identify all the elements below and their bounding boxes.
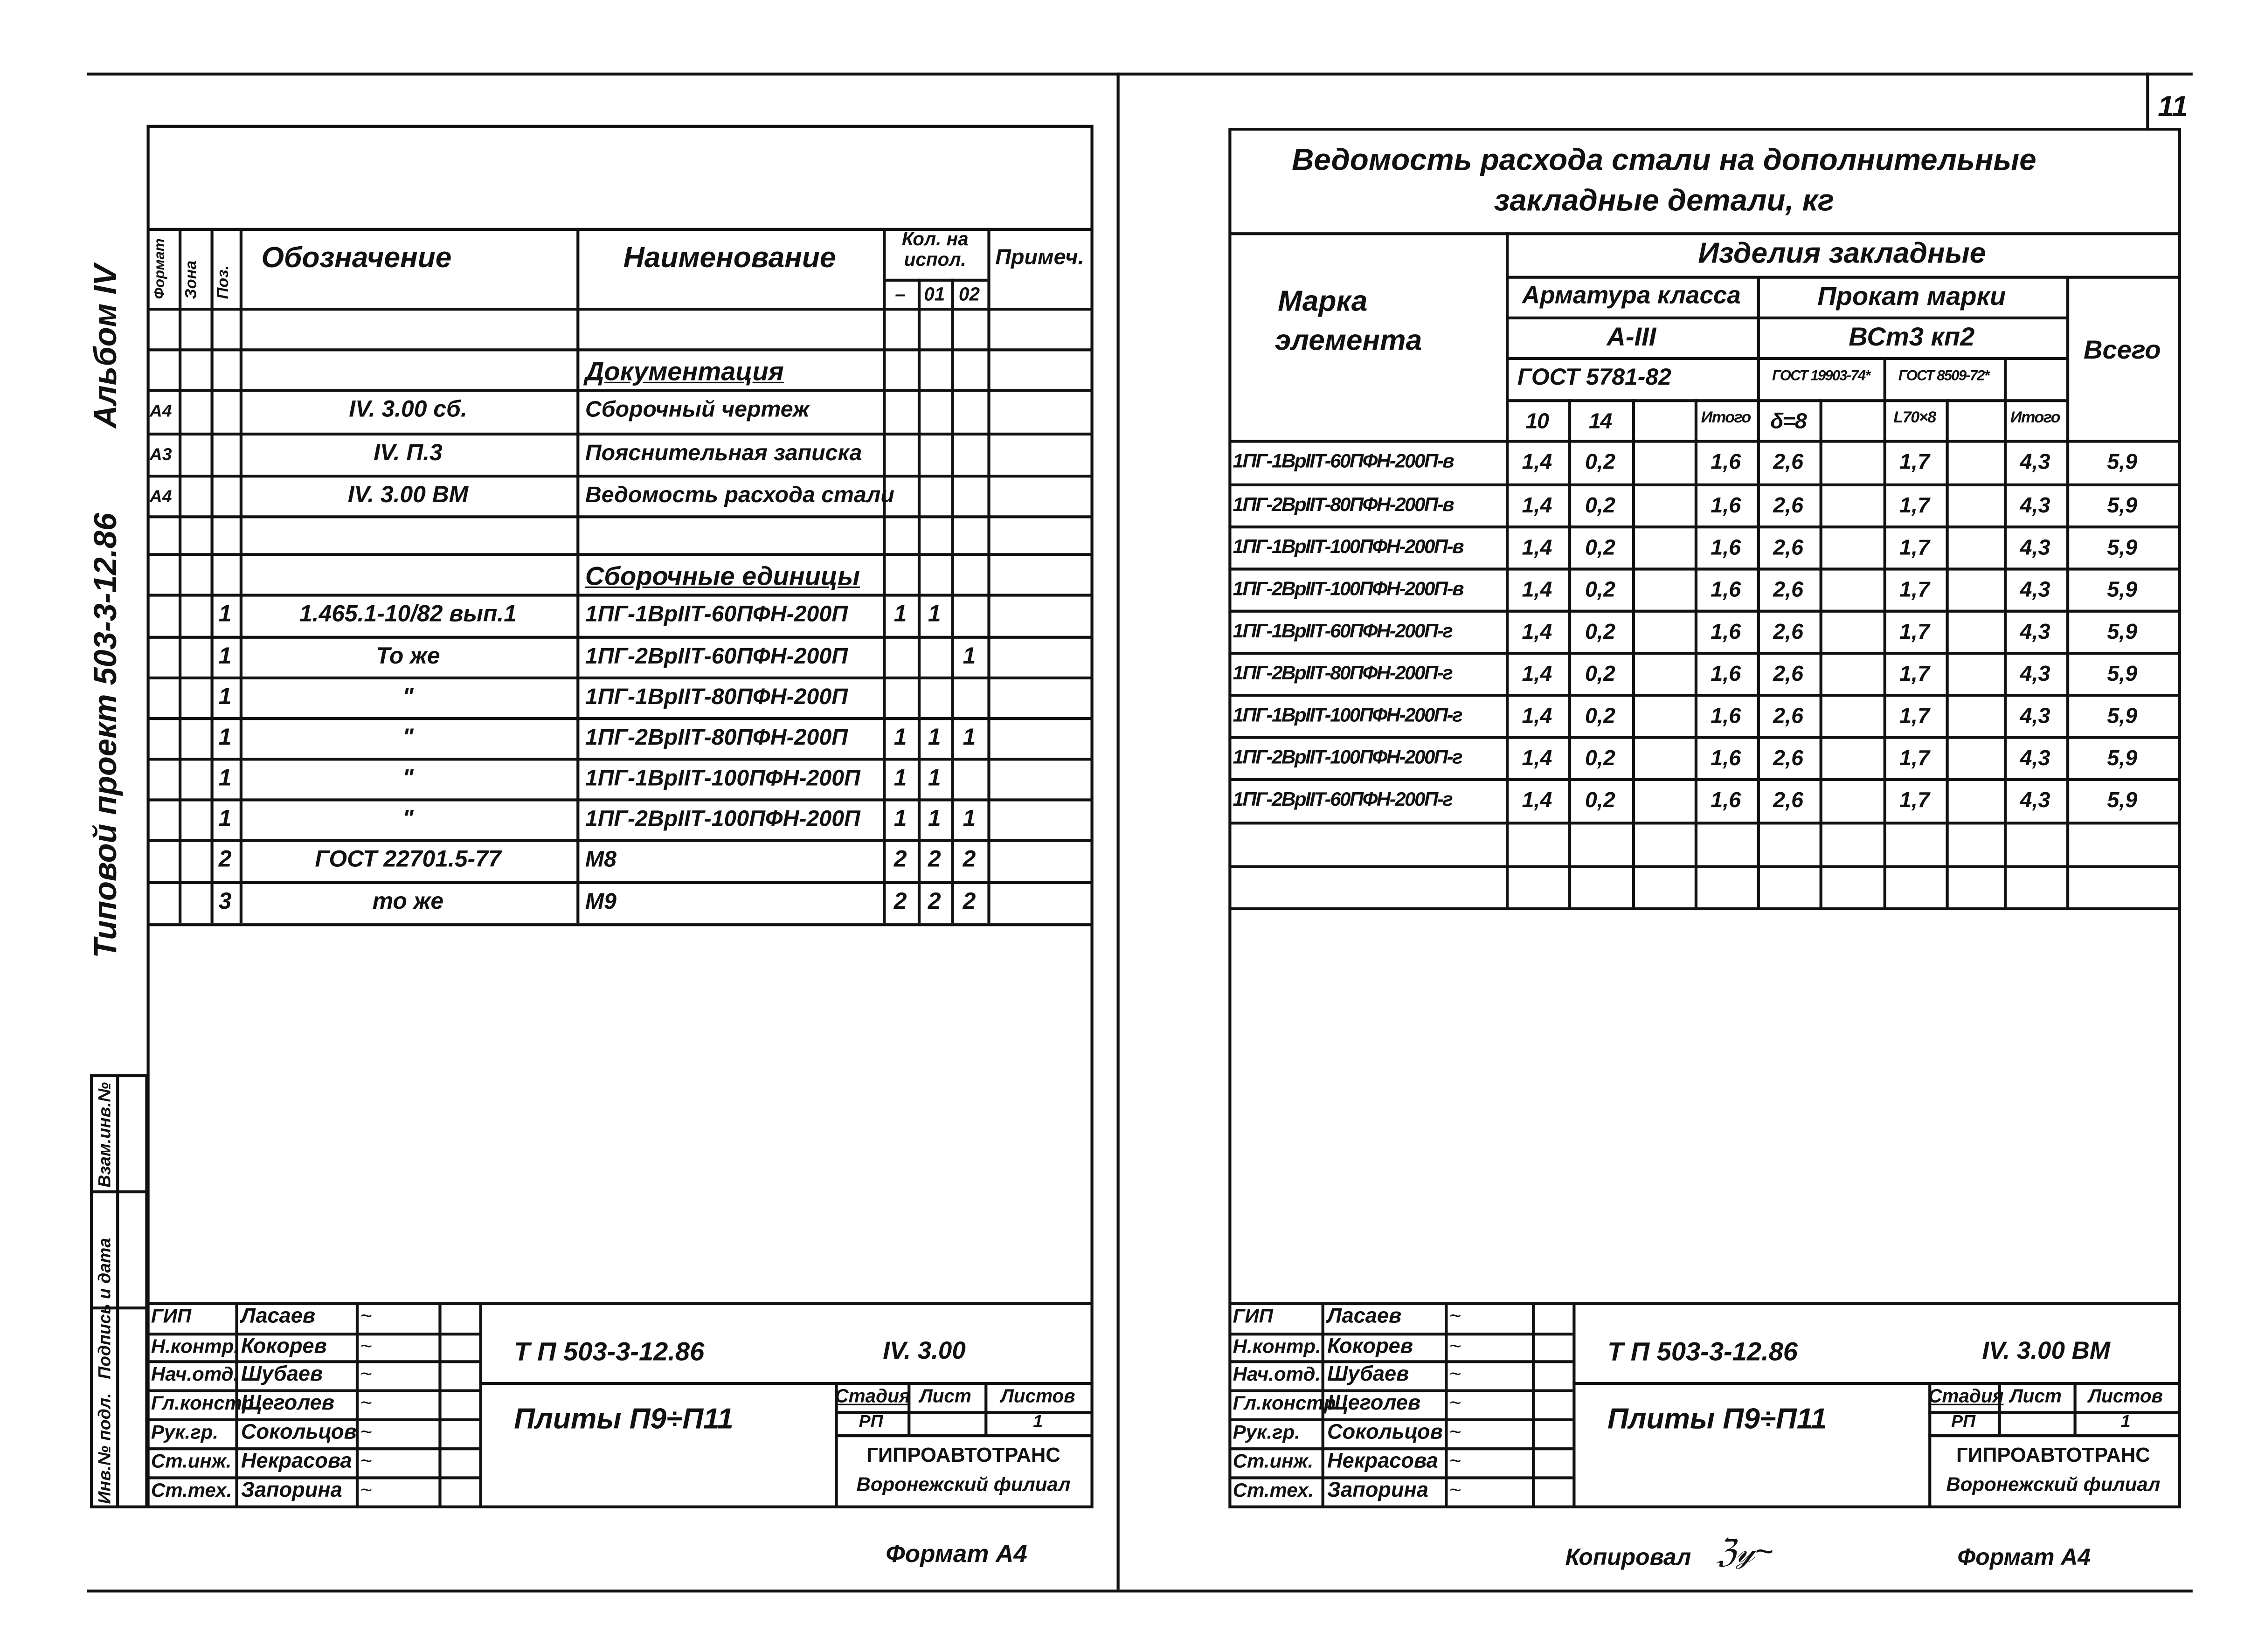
row-value: 0,2 — [1585, 450, 1615, 475]
row-value: 1,6 — [1711, 746, 1741, 771]
row-value: 4,3 — [2020, 662, 2050, 687]
row-rule — [1230, 652, 2181, 655]
row-value: 4,3 — [2020, 704, 2050, 729]
row-rule — [1230, 778, 2181, 781]
tb-sheets: 1 — [1033, 1411, 1043, 1431]
row-rule — [148, 758, 1092, 760]
row-pos: 3 — [218, 890, 232, 915]
row-total: 5,9 — [2107, 493, 2138, 518]
row-designation: ГОСТ 22701.5-77 — [315, 848, 501, 873]
row-name: 1ПГ-2ВрIIТ-60ПФН-200П — [585, 644, 848, 670]
row-rule — [1230, 736, 2181, 739]
row-rule — [1230, 484, 2181, 486]
tb-name: Шубаев — [1327, 1363, 1409, 1387]
tb-sheet-code: IV. 3.00 — [883, 1337, 966, 1365]
tb-name: Ласаев — [1327, 1305, 1402, 1328]
row-rule — [148, 594, 1092, 596]
tb-role: Гл.констр. — [1233, 1392, 1342, 1414]
row-mark: 1ПГ-2ВрIIТ-60ПФН-200П-г — [1233, 788, 1452, 810]
row-value: 1,4 — [1522, 578, 1552, 603]
header-rolled-grade: ВСт3 кп2 — [1849, 322, 1975, 352]
tb-name: Ласаев — [241, 1305, 316, 1328]
header-qty-01: 01 — [924, 283, 945, 305]
row-value: 1,7 — [1899, 704, 1930, 729]
header-gost-rebar: ГОСТ 5781-82 — [1517, 366, 1671, 391]
signature-icon: ~ — [1449, 1303, 1461, 1327]
row-value: 1,7 — [1899, 788, 1930, 813]
stamp-divider — [116, 1074, 119, 1508]
signature-icon: ~ — [1449, 1362, 1461, 1385]
row-qty-0: 2 — [894, 890, 907, 915]
row-qty-0: 1 — [894, 726, 907, 751]
row-value: 2,6 — [1773, 746, 1804, 771]
tb-column-rule — [356, 1302, 359, 1507]
row-name: 1ПГ-1ВрIIТ-80ПФН-200П — [585, 685, 848, 710]
row-qty-01: 2 — [928, 848, 941, 873]
row-designation: IV. П.3 — [374, 441, 443, 466]
tb-name: Запорина — [1327, 1479, 1428, 1503]
row-mark: 1ПГ-2ВрIIТ-80ПФН-200П-г — [1233, 662, 1452, 684]
row-rule — [148, 433, 1092, 435]
row-mark: 1ПГ-2ВрIIТ-100ПФН-200П-в — [1233, 578, 1463, 600]
header-zone: Зона — [183, 260, 201, 299]
row-value: 4,3 — [2020, 493, 2050, 518]
signature-icon: ~ — [1449, 1478, 1461, 1501]
row-value: 2,6 — [1773, 578, 1804, 603]
signature-icon: ~ — [360, 1334, 372, 1358]
row-mark: 1ПГ-1ВрIIТ-60ПФН-200П-в — [1233, 450, 1454, 472]
header-mark: Марка — [1278, 286, 1368, 318]
row-value: 1,6 — [1711, 578, 1741, 603]
tb-sheets-label: Листов — [2088, 1385, 2163, 1407]
row-value: 1,6 — [1711, 535, 1741, 560]
row-pos: 1 — [218, 644, 232, 670]
statement-title-line1: Ведомость расхода стали на дополнительные — [1292, 144, 2036, 177]
side-title: Типовой проект 503-3-12.86 — [87, 513, 124, 958]
row-total: 5,9 — [2107, 704, 2138, 729]
header-mark: элемента — [1274, 325, 1422, 357]
tb-name: Кокорев — [241, 1335, 327, 1359]
row-rule — [148, 389, 1092, 392]
tb-name: Кокорев — [1327, 1335, 1413, 1359]
row-qty-02: 2 — [963, 890, 976, 915]
row-value: 1,7 — [1899, 746, 1930, 771]
row-rule — [148, 553, 1092, 556]
row-qty-0: 1 — [894, 602, 907, 627]
row-name: Сборочный чертеж — [585, 398, 810, 422]
top-border — [87, 73, 2193, 76]
header-rule — [1506, 399, 2066, 402]
tb-column-rule — [1445, 1302, 1448, 1507]
row-rule — [1230, 694, 2181, 697]
row-value: 4,3 — [2020, 788, 2050, 813]
tb-role: ГИП — [151, 1305, 192, 1327]
statement-title-line2: закладные детали, кг — [1494, 184, 1834, 218]
tb-stage-label: Стадия — [835, 1385, 910, 1407]
copier-signature: ℨ𝓎~ — [1716, 1533, 1773, 1569]
row-name: М9 — [585, 890, 616, 915]
row-pos: 1 — [218, 685, 232, 710]
tb-column-rule — [438, 1302, 441, 1507]
tb-name: Шубаев — [241, 1363, 323, 1387]
header-gost-rolled1: ГОСТ 19903-74* — [1772, 368, 1870, 385]
tb-branch: Воронежский филиал — [1946, 1473, 2161, 1495]
tb-org: ГИПРОАВТОТРАНС — [1956, 1443, 2150, 1466]
tb-column-rule — [1532, 1302, 1535, 1507]
row-rule — [148, 515, 1092, 518]
stamp-label: Взам.инв.№ — [94, 1082, 115, 1188]
row-value: 1,4 — [1522, 788, 1552, 813]
format-caption: Формат А4 — [1957, 1546, 2091, 1571]
row-pos: 1 — [218, 766, 232, 791]
row-total: 5,9 — [2107, 578, 2138, 603]
tb-sheet-code: IV. 3.00 ВМ — [1982, 1337, 2110, 1365]
tb-name: Некрасова — [241, 1450, 352, 1474]
tb-code: Т П 503-3-12.86 — [1607, 1337, 1798, 1366]
row-qty-01: 1 — [928, 807, 941, 832]
row-rule — [1230, 567, 2181, 570]
column-rule — [179, 228, 181, 923]
header-rebar-class: Арматура класса — [1522, 281, 1741, 310]
row-value: 1,4 — [1522, 662, 1552, 687]
page-divider — [1117, 73, 1120, 1590]
row-qty-01: 2 — [928, 890, 941, 915]
header-pos: Поз. — [215, 265, 233, 299]
row-qty-01: 1 — [928, 726, 941, 751]
row-value: 1,6 — [1711, 788, 1741, 813]
signature-icon: ~ — [1449, 1390, 1461, 1414]
section-heading: Документация — [585, 357, 784, 387]
row-value: 4,3 — [2020, 620, 2050, 645]
header-rule — [1506, 276, 2178, 279]
row-format: А3 — [149, 444, 172, 465]
row-value: 1,4 — [1522, 450, 1552, 475]
row-qty-02: 2 — [963, 848, 976, 873]
row-rule — [148, 348, 1092, 351]
header-note: Примеч. — [995, 245, 1084, 270]
row-designation: 1.465.1-10/82 вып.1 — [299, 602, 517, 627]
tb-column-rule — [479, 1302, 482, 1507]
tb-name: Сокольцов — [1327, 1421, 1443, 1445]
row-value: 1,6 — [1711, 450, 1741, 475]
tb-role: Рук.гр. — [151, 1421, 219, 1443]
tb-role: Ст.инж. — [151, 1450, 232, 1472]
row-rule — [148, 636, 1092, 639]
tb-name: Щеголев — [241, 1392, 335, 1416]
tb-branch: Воронежский филиал — [856, 1473, 1071, 1495]
row-value: 1,6 — [1711, 493, 1741, 518]
tb-rule — [1572, 1382, 2178, 1385]
signature-icon: ~ — [360, 1419, 372, 1443]
header-column-label: 14 — [1588, 409, 1612, 434]
tb-role: Ст.тех. — [151, 1479, 232, 1501]
signature-icon: ~ — [360, 1362, 372, 1385]
tb-name: Сокольцов — [241, 1421, 357, 1445]
header-column-label: Итого — [2010, 409, 2060, 427]
tb-sheets-label: Листов — [1000, 1385, 1075, 1407]
row-qty-02: 1 — [963, 807, 976, 832]
tb-role: Ст.инж. — [1233, 1450, 1314, 1472]
row-value: 1,7 — [1899, 620, 1930, 645]
row-value: 1,7 — [1899, 493, 1930, 518]
tb-name: Запорина — [241, 1479, 342, 1503]
row-value: 2,6 — [1773, 662, 1804, 687]
signature-icon: ~ — [1449, 1334, 1461, 1358]
row-value: 2,6 — [1773, 620, 1804, 645]
row-mark: 1ПГ-2ВрIIТ-80ПФН-200П-в — [1233, 493, 1454, 516]
header-rule — [1506, 317, 2066, 319]
row-value: 1,6 — [1711, 662, 1741, 687]
row-value: 2,6 — [1773, 788, 1804, 813]
row-designation: " — [402, 726, 414, 751]
row-rule — [148, 677, 1092, 679]
tb-sheet-label: Лист — [2009, 1385, 2062, 1407]
row-total: 5,9 — [2107, 535, 2138, 560]
tb-sheets: 1 — [2120, 1411, 2131, 1431]
tb-org: ГИПРОАВТОТРАНС — [866, 1443, 1060, 1466]
row-pos: 1 — [218, 602, 232, 627]
row-name: 1ПГ-1ВрIIТ-100ПФН-200П — [585, 766, 860, 791]
row-value: 1,4 — [1522, 704, 1552, 729]
row-mark: 1ПГ-1ВрIIТ-100ПФН-200П-г — [1233, 704, 1462, 726]
row-qty-01: 1 — [928, 766, 941, 791]
row-value: 0,2 — [1585, 662, 1615, 687]
tb-role: ГИП — [1233, 1305, 1273, 1327]
row-value: 1,7 — [1899, 535, 1930, 560]
tb-stage: РП — [1951, 1411, 1975, 1431]
row-value: 4,3 — [2020, 746, 2050, 771]
signature-icon: ~ — [1449, 1449, 1461, 1472]
row-value: 0,2 — [1585, 493, 1615, 518]
tb-role: Ст.тех. — [1233, 1479, 1314, 1501]
header-embedded: Изделия закладные — [1698, 238, 1986, 270]
row-name: 1ПГ-2ВрIIТ-80ПФН-200П — [585, 726, 848, 751]
row-designation: IV. 3.00 сб. — [349, 398, 467, 422]
row-rule — [1230, 610, 2181, 613]
header-column-label: Итого — [1701, 409, 1751, 427]
row-value: 0,2 — [1585, 788, 1615, 813]
row-value: 0,2 — [1585, 746, 1615, 771]
header-top-rule — [1230, 232, 2181, 235]
tb-code: Т П 503-3-12.86 — [514, 1337, 705, 1366]
row-pos: 2 — [218, 848, 232, 873]
signature-icon: ~ — [360, 1449, 372, 1472]
row-rule — [1230, 907, 2181, 910]
header-column-label: δ=8 — [1770, 409, 1807, 434]
row-rule — [148, 839, 1092, 842]
format-caption: Формат А4 — [886, 1540, 1027, 1568]
row-rule — [148, 475, 1092, 477]
row-rule — [1230, 440, 2181, 442]
tb-role: Рук.гр. — [1233, 1421, 1300, 1443]
row-designation: IV. 3.00 ВМ — [347, 483, 469, 508]
row-name: Пояснительная записка — [585, 441, 862, 466]
row-mark: 1ПГ-1ВрIIТ-100ПФН-200П-в — [1233, 535, 1463, 558]
row-total: 5,9 — [2107, 788, 2138, 813]
row-qty-0: 1 — [894, 766, 907, 791]
tb-sheet-label: Лист — [919, 1385, 971, 1407]
signature-icon: ~ — [360, 1478, 372, 1501]
stamp-divider — [90, 1190, 148, 1193]
row-value: 4,3 — [2020, 450, 2050, 475]
row-total: 5,9 — [2107, 746, 2138, 771]
row-qty-0: 2 — [894, 848, 907, 873]
signature-icon: ~ — [360, 1390, 372, 1414]
row-qty-01: 1 — [928, 602, 941, 627]
row-total: 5,9 — [2107, 620, 2138, 645]
header-rule — [1506, 357, 2066, 360]
column-rule — [987, 228, 990, 923]
row-value: 2,6 — [1773, 704, 1804, 729]
row-rule — [148, 308, 1092, 311]
tb-title: Плиты П9÷П11 — [1607, 1403, 1827, 1436]
page-number-divider — [2146, 73, 2149, 131]
side-album: Альбом IV — [87, 264, 124, 429]
tb-rule — [1928, 1434, 2178, 1437]
row-designation: " — [402, 807, 414, 832]
row-rule — [148, 798, 1092, 801]
header-qty-0: – — [895, 283, 906, 305]
bottom-border — [87, 1590, 2193, 1592]
row-value: 0,2 — [1585, 535, 1615, 560]
row-rule — [1230, 865, 2181, 868]
row-name: 1ПГ-1ВрIIТ-60ПФН-200П — [585, 602, 848, 627]
row-value: 1,4 — [1522, 746, 1552, 771]
tb-role: Нач.отд. — [1233, 1363, 1321, 1385]
row-pos: 1 — [218, 807, 232, 832]
header-column-label: 10 — [1525, 409, 1549, 434]
header-rule — [883, 279, 987, 282]
row-value: 2,6 — [1773, 450, 1804, 475]
tb-name: Некрасова — [1327, 1450, 1438, 1474]
row-value: 0,2 — [1585, 704, 1615, 729]
stamp-label: Подпись и дата — [94, 1237, 115, 1379]
row-value: 1,6 — [1711, 704, 1741, 729]
row-value: 4,3 — [2020, 578, 2050, 603]
row-value: 1,6 — [1711, 620, 1741, 645]
row-name: 1ПГ-2ВрIIТ-100ПФН-200П — [585, 807, 860, 832]
row-pos: 1 — [218, 726, 232, 751]
tb-role: Н.контр. — [1233, 1335, 1321, 1358]
row-designation: " — [402, 766, 414, 791]
row-rule — [1230, 822, 2181, 824]
row-rule — [1230, 525, 2181, 528]
header-qty: Кол. на испол. — [901, 228, 969, 270]
row-format: А4 — [149, 486, 172, 507]
tb-stage: РП — [859, 1411, 883, 1431]
signature-icon: ~ — [360, 1303, 372, 1327]
row-designation: " — [402, 685, 414, 710]
page-number: 11 — [2158, 91, 2188, 124]
row-value: 4,3 — [2020, 535, 2050, 560]
row-value: 1,7 — [1899, 578, 1930, 603]
row-value: 0,2 — [1585, 620, 1615, 645]
column-rule — [576, 228, 579, 923]
row-format: А4 — [149, 401, 172, 421]
row-rule — [148, 717, 1092, 720]
row-designation: то же — [372, 890, 444, 915]
tb-role: Н.контр. — [151, 1335, 239, 1358]
header-gost-rolled2: ГОСТ 8509-72* — [1898, 368, 1989, 385]
stamp-label: Инв.№ подл. — [94, 1393, 115, 1504]
row-qty-0: 1 — [894, 807, 907, 832]
row-rule — [148, 881, 1092, 884]
tb-role: Нач.отд. — [151, 1363, 239, 1385]
tb-rule — [835, 1434, 1092, 1437]
row-value: 1,7 — [1899, 450, 1930, 475]
row-name: М8 — [585, 848, 616, 873]
row-value: 0,2 — [1585, 578, 1615, 603]
tb-role: Гл.констр. — [151, 1392, 260, 1414]
row-designation: То же — [376, 644, 440, 670]
copied-label: Копировал — [1565, 1546, 1691, 1571]
row-rule — [148, 923, 1092, 926]
row-value: 1,4 — [1522, 620, 1552, 645]
tb-stage-label: Стадия — [1928, 1385, 2004, 1407]
tb-column-rule — [1572, 1302, 1575, 1507]
row-value: 1,7 — [1899, 662, 1930, 687]
row-qty-02: 1 — [963, 644, 976, 670]
tb-name: Щеголев — [1327, 1392, 1421, 1416]
row-name: Ведомость расхода стали — [585, 483, 894, 508]
header-qty-02: 02 — [958, 283, 980, 305]
signature-icon: ~ — [1449, 1419, 1461, 1443]
row-mark: 1ПГ-2ВрIIТ-100ПФН-200П-г — [1233, 746, 1462, 768]
header-rolled: Прокат марки — [1817, 281, 2006, 311]
tb-title: Плиты П9÷П11 — [514, 1403, 734, 1436]
row-value: 1,4 — [1522, 493, 1552, 518]
header-total: Всего — [2084, 335, 2161, 365]
row-value: 2,6 — [1773, 493, 1804, 518]
row-qty-02: 1 — [963, 726, 976, 751]
header-column-label: L70×8 — [1893, 409, 1936, 427]
header-name: Наименование — [623, 242, 836, 275]
row-total: 5,9 — [2107, 450, 2138, 475]
header-rebar-class-value: А-III — [1607, 322, 1656, 352]
row-total: 5,9 — [2107, 662, 2138, 687]
header-format: Формат — [152, 238, 169, 299]
section-heading: Сборочные единицы — [585, 561, 860, 591]
header-designation: Обозначение — [261, 242, 452, 275]
row-value: 2,6 — [1773, 535, 1804, 560]
row-value: 1,4 — [1522, 535, 1552, 560]
row-mark: 1ПГ-1ВрIIТ-60ПФН-200П-г — [1233, 620, 1452, 642]
